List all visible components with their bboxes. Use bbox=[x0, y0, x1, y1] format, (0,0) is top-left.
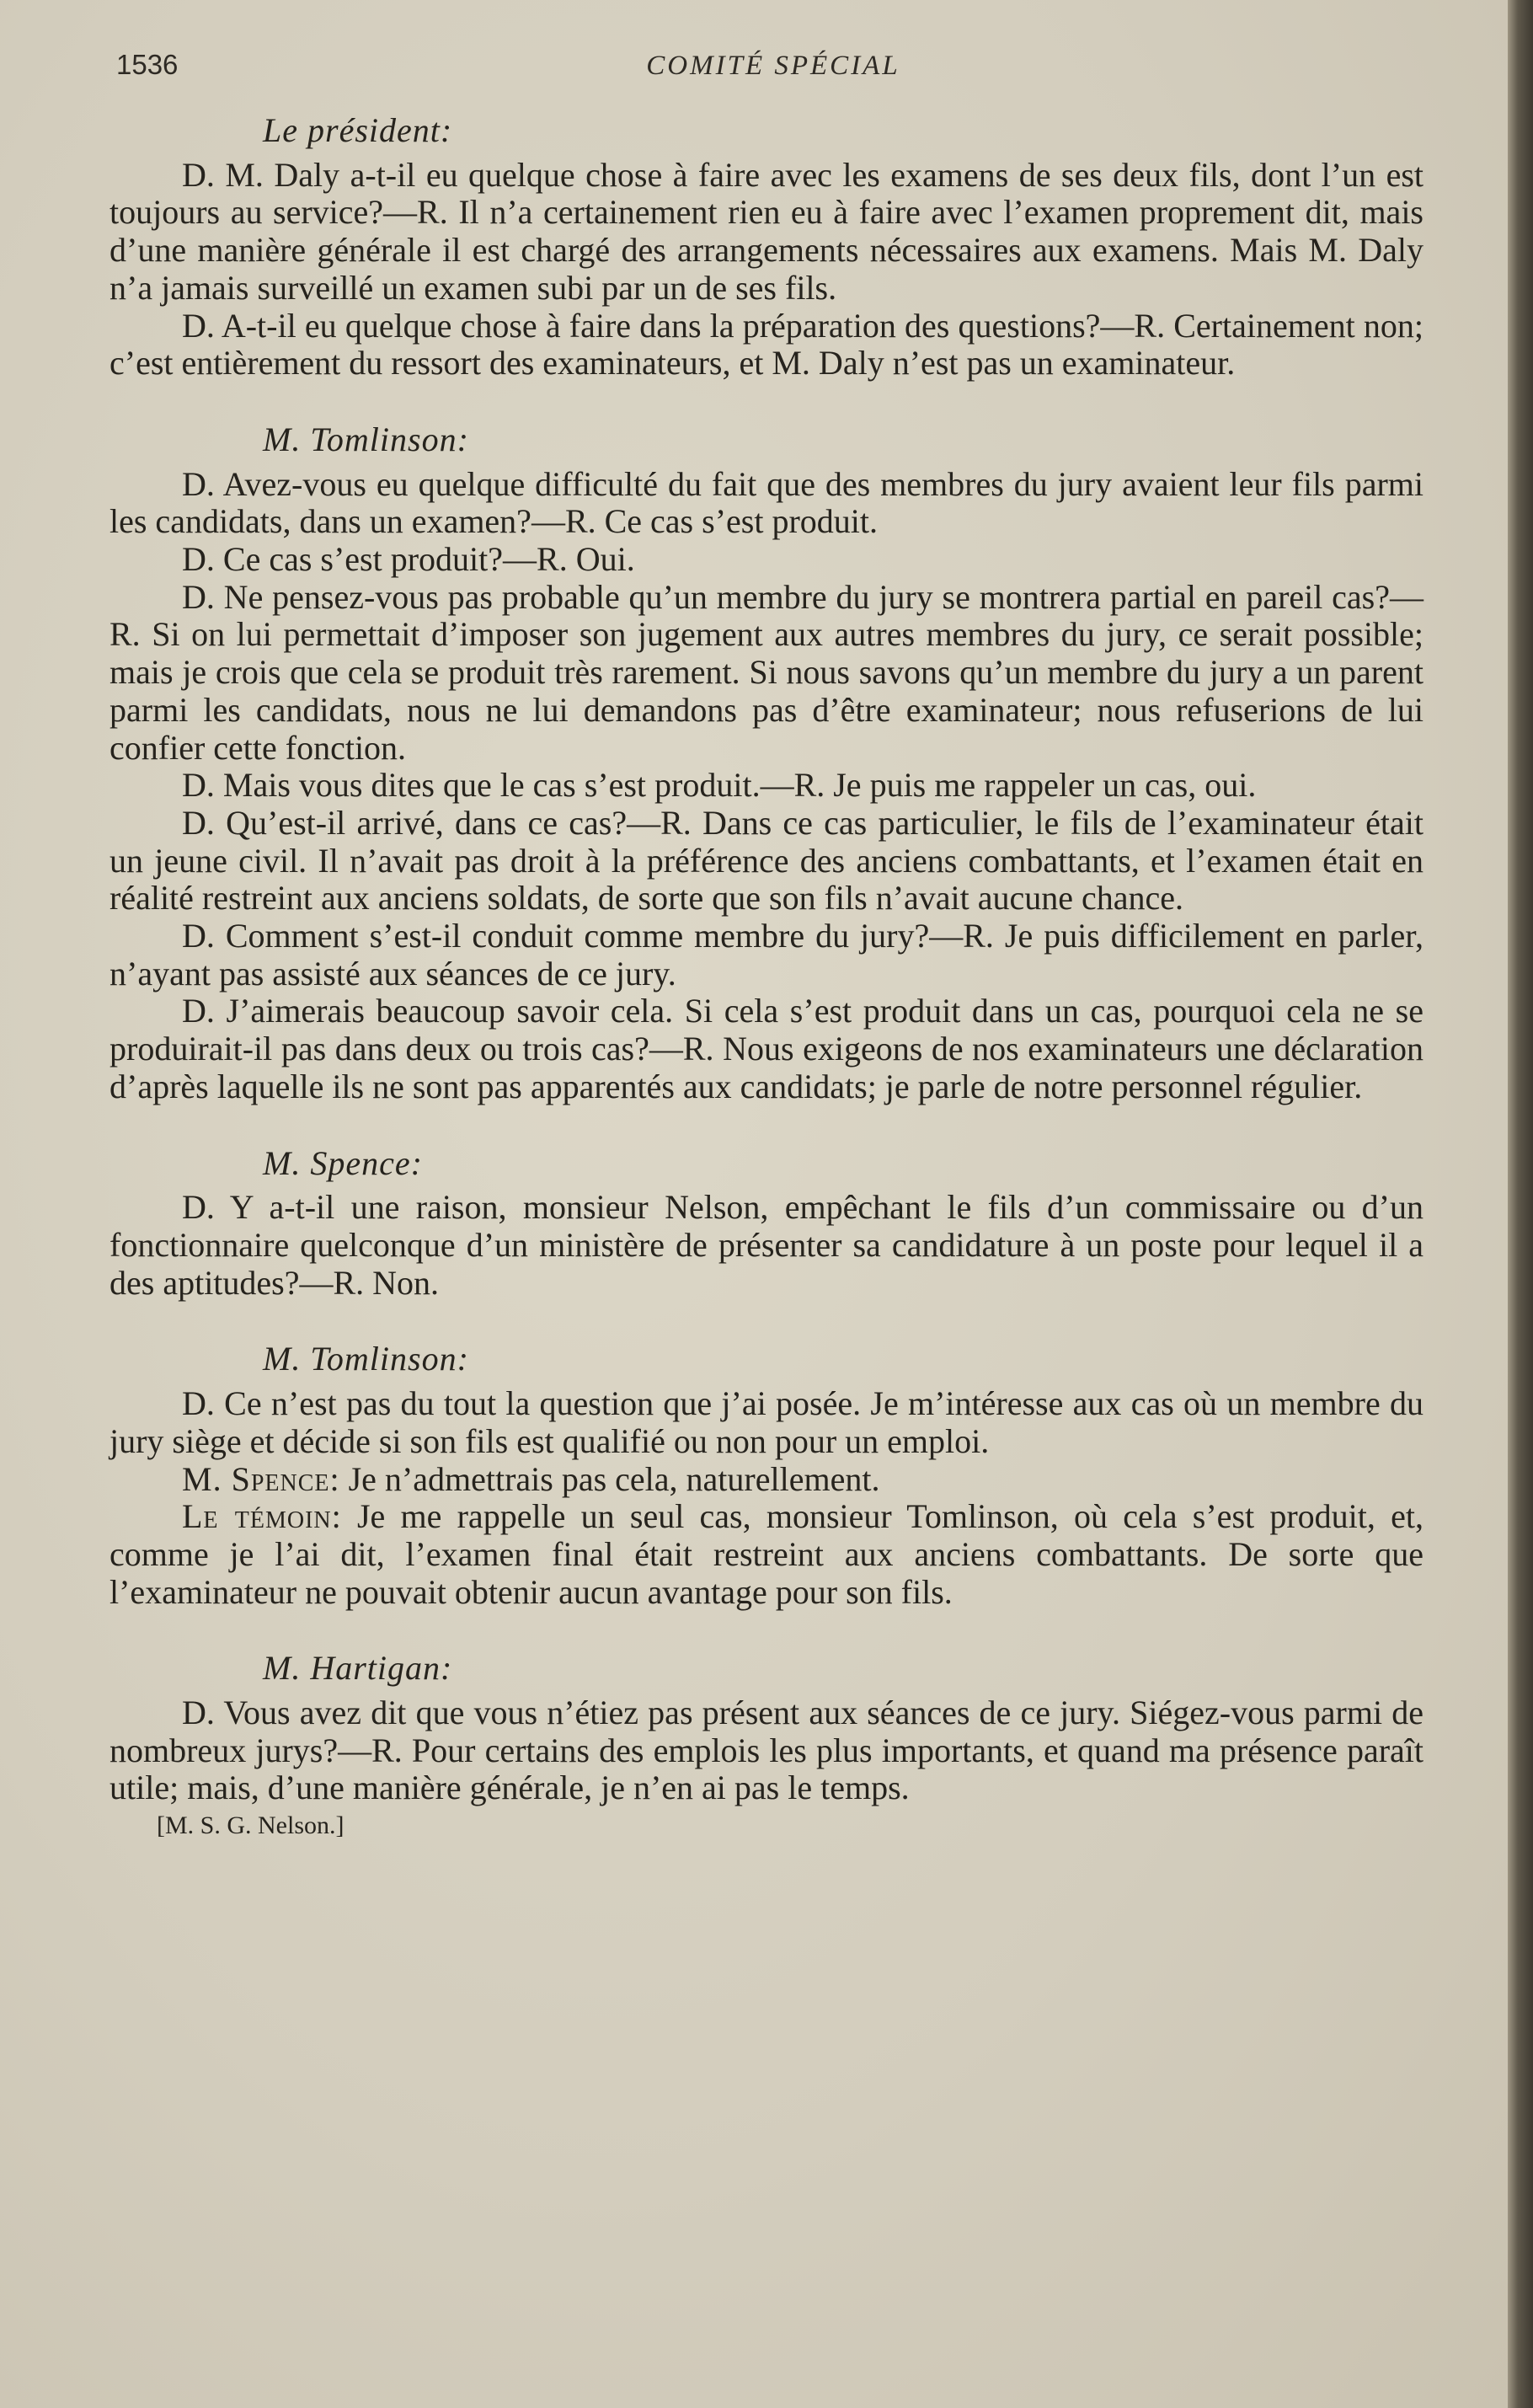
question-answer-paragraph: D. Qu’est-il arrivé, dans ce cas?—R. Dans ce cas particulier, le fils de l’examinateur était un jeune civil. Il n’avait pas droit à la préférence des anciens combattants, et l’examen était en réalité restreint aux anciens soldats, de sorte que son fils n’avait aucune chance. bbox=[110, 803, 1424, 918]
speaker-heading: M. Hartigan: bbox=[263, 1649, 453, 1688]
exchange-paragraph bbox=[110, 1461, 1424, 1499]
speaker-block bbox=[110, 1650, 1424, 1807]
question-answer-paragraph: D. J’aimerais beaucoup savoir cela. Si cela s’est produit dans un cas, pourquoi cela ne se produirait-il pas dans deux ou trois cas?—R. Nous exigeons de nos examinateurs une déclaration d’après laquelle ils ne sont pas apparentés aux candidats; je parle de notre personnel régulier. bbox=[110, 992, 1424, 1105]
running-head: COMITÉ SPÉCIAL bbox=[646, 51, 900, 81]
speaker-block bbox=[110, 112, 1424, 383]
speaker-block bbox=[110, 1145, 1424, 1303]
speaker-heading: M. Spence: bbox=[263, 1143, 423, 1182]
question-answer-paragraph: D. Vous avez dit que vous n’étiez pas présent aux séances de ce jury. Siégez-vous parmi de nombreux jurys?—R. Pour certains des emplois les plus importants, et quand ma présence paraît utile; mais, d’une manière générale, je n’en ai pas le temps. bbox=[110, 1694, 1424, 1807]
speaker-heading: Le président: bbox=[263, 111, 453, 149]
question-answer-paragraph: D. A-t-il eu quelque chose à faire dans la préparation des questions?—R. Certainement non; c’est entièrement du ressort des examinateurs, et M. Daly n’est pas un examinateur. bbox=[110, 306, 1424, 383]
speaker-heading: M. Tomlinson: bbox=[263, 420, 469, 458]
speaker-block bbox=[110, 421, 1424, 1106]
speaker-heading: M. Tomlinson: bbox=[263, 1340, 469, 1378]
question-answer-paragraph: D. Avez-vous eu quelque difficulté du fait que des membres du jury avaient leur fils parmi les candidats, dans un examen?—R. Ce cas s’est produit. bbox=[110, 464, 1424, 541]
exchange-speaker-label: Le témoin: bbox=[182, 1497, 342, 1536]
speaker-block bbox=[110, 1340, 1424, 1611]
exchange-speaker-label: M. Spence: bbox=[182, 1459, 340, 1498]
page-header bbox=[116, 49, 1430, 91]
binding-edge bbox=[1508, 0, 1533, 2408]
exchange-text: Je n’admettrais pas cela, naturellement. bbox=[339, 1459, 880, 1498]
exchange-text: Je me rappelle un seul cas, monsieur Tomlinson, où cela s’est produit, et, comme je l’ai dit, l’examen final était restreint aux anciens combattants. De sorte que l’examinateur ne pouvait obtenir aucun avantage pour son fils. bbox=[110, 1497, 1424, 1611]
question-answer-paragraph: D. Ce cas s’est produit?—R. Oui. bbox=[182, 540, 635, 579]
page-number: 1536 bbox=[116, 49, 179, 80]
transcript-body bbox=[110, 112, 1424, 1843]
question-answer-paragraph: D. Mais vous dites que le cas s’est produit.—R. Je puis me rappeler un cas, oui. bbox=[182, 766, 1257, 805]
question-answer-paragraph: D. Ne pensez-vous pas probable qu’un membre du jury se montrera partial en pareil cas?—R. Si on lui permettait d’imposer son jugement aux autres membres du jury, ce serait possible; mais je crois que cela se produit très rarement. Si nous savons qu’un membre du jury a un parent parmi les candidats, nous ne lui demandons pas d’être examinateur; nous refuserions de lui confier cette fonction. bbox=[110, 577, 1424, 767]
question-answer-paragraph: D. Y a-t-il une raison, monsieur Nelson, empêchant le fils d’un commissaire ou d’un fonctionnaire quelconque d’un ministère de présenter sa candidature à un poste pour lequel il a des aptitudes?—R. Non. bbox=[110, 1188, 1424, 1302]
exchange-paragraph bbox=[110, 1498, 1424, 1611]
question-answer-paragraph: D. M. Daly a-t-il eu quelque chose à faire avec les examens de ses deux fils, dont l’un est toujours au service?—R. Il n’a certainement rien eu à faire avec l’examen proprement dit, mais d’une manière générale il est chargé des arrangements nécessaires aux examens. Mais M. Daly n’a jamais surveillé un examen subi par un de ses fils. bbox=[110, 155, 1424, 307]
question-answer-paragraph: D. Ce n’est pas du tout la question que j’ai posée. Je m’intéresse aux cas où un membre du jury siège et décide si son fils est qualifié ou non pour un emploi. bbox=[110, 1384, 1424, 1460]
witness-attribution: [M. S. G. Nelson.] bbox=[157, 1811, 345, 1840]
question-answer-paragraph: D. Comment s’est-il conduit comme membre du jury?—R. Je puis difficilement en parler, n’ayant pas assisté aux séances de ce jury. bbox=[110, 917, 1424, 993]
